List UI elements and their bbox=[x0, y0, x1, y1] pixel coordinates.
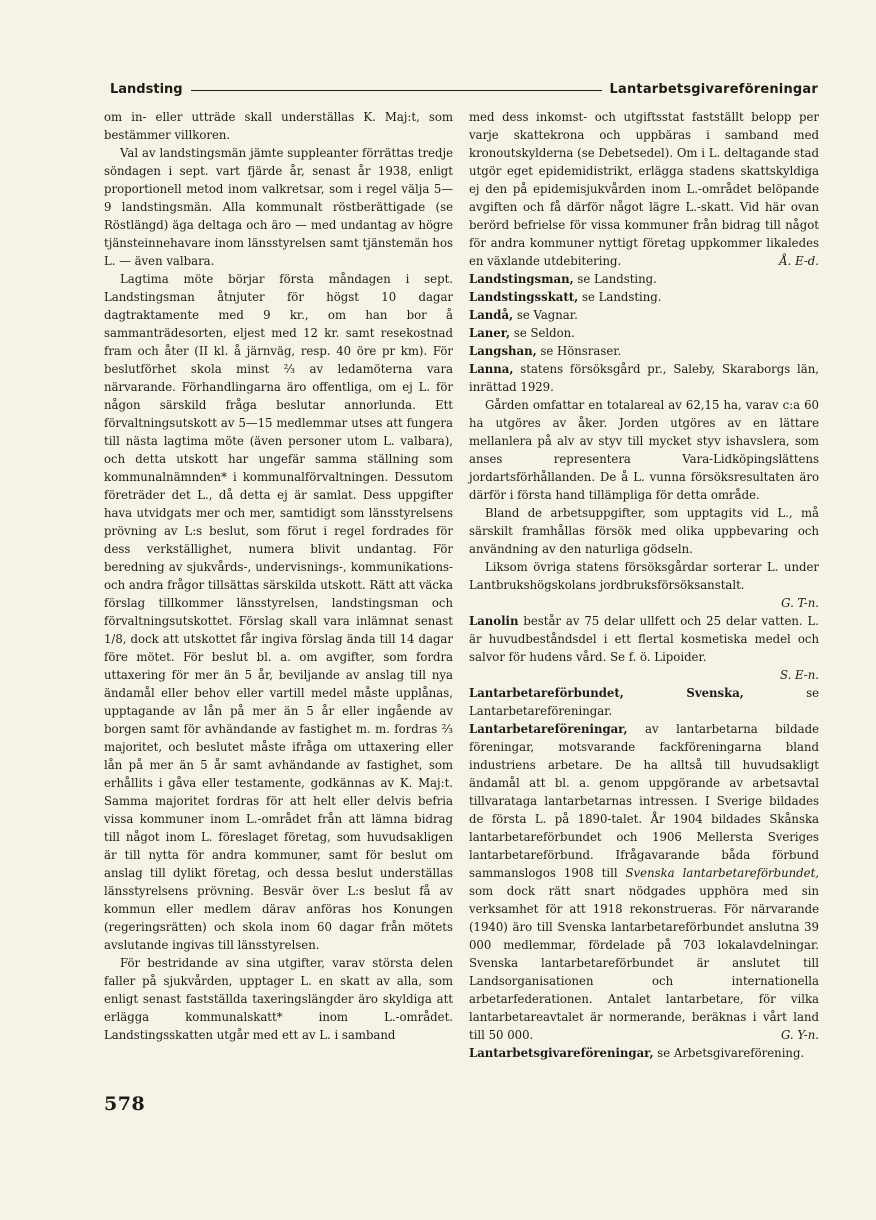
entry-text: se Hönsraser. bbox=[536, 344, 622, 358]
entry-term: Landstingsman, bbox=[469, 272, 574, 286]
entry-text: se Landsting. bbox=[578, 290, 662, 304]
paragraph: För bestridande av sina utgifter, varav största delen faller på sjukvården, upptager L. en skatt av alla, som enligt senast fastställda taxeringslängder äro skyldiga att erlägga kommunalskatt* inom L.-området. Landstingsskatten utgår med ett av L. i samband bbox=[104, 956, 453, 1042]
entry-text: se Landsting. bbox=[573, 272, 657, 286]
entry-italic-text: Svenska lantarbetareförbundet, bbox=[625, 866, 819, 880]
header-right-keyword: Lantarbetsgivareföreningar bbox=[609, 81, 818, 97]
header-rule bbox=[191, 90, 602, 91]
author-signature: S. E-n. bbox=[780, 668, 819, 682]
paragraph-text: med dess inkomst- och utgiftsstat fastställt belopp per varje skattekrona och uppbäras i samband med kronoutskylderna (se Debetsedel). Om i L. deltagande stad utgör eget epidemidistrikt, erlägga stadens skattskyldiga ej den på epidemisjukvården inom L.-området belöpande avgiften och få därför något lägre L.-skatt. Vid här ovan berörd befrielse för vissa kommuner från bidrag till något för andra kommuner nyttigt företag uppkommer likaledes en växlande utdebitering. bbox=[469, 110, 819, 268]
entry-landa bbox=[469, 306, 819, 324]
entry-text: se Vagnar. bbox=[513, 308, 578, 322]
entry-text: se Lantarbetareföreningar. bbox=[469, 686, 819, 718]
author-signature: Å. E-d. bbox=[779, 254, 819, 268]
paragraph: om in- eller utträde skall underställas K. Maj:t, som bestämmer villkoren. bbox=[104, 110, 453, 142]
entry-langshan bbox=[469, 342, 819, 360]
entry-lanolin bbox=[469, 612, 819, 666]
author-signature: G. T-n. bbox=[781, 596, 819, 610]
paragraph: Bland de arbetsuppgifter, som upptagits vid L., må särskilt framhållas försök med olika uppbevaring och användning av den naturliga gödseln. bbox=[469, 506, 819, 556]
entry-text: som dock rätt snart nödgades upphöra med sin verksamhet för att 1918 rekonstrueras. För närvarande (1940) äro till Svenska lantarbetareförbundet anslutna 39 000 medlemmar, fördelade på 703 lokalavdelningar. Svenska lantarbetareförbundet är anslutet till Landsorganisationen och internationella arbetarfederationen. Antalet lantarbetare, för vilka lantarbetareavtalet är normerande, beräknas i vårt land till 50 000. bbox=[469, 884, 819, 1042]
entry-term: Langshan, bbox=[469, 344, 537, 358]
paragraph: Liksom övriga statens försöksgårdar sorterar L. under Lantbrukshögskolans jordbruksförsöksanstalt. bbox=[469, 560, 819, 592]
entry-text: statens försöksgård pr., Saleby, Skaraborgs län, inrättad 1929. bbox=[469, 362, 819, 394]
entry-term: Landå, bbox=[469, 308, 514, 322]
header-left-keyword: Landsting bbox=[110, 81, 183, 97]
left-column bbox=[104, 108, 453, 1044]
entry-term: Lantarbetareföreningar, bbox=[469, 722, 628, 736]
entry-term: Landstingsskatt, bbox=[469, 290, 579, 304]
entry-term: Laner, bbox=[469, 326, 511, 340]
entry-text: består av 75 delar ullfett och 25 delar vatten. L. är huvudbeståndsdel i ett flertal kosmetiska medel och salvor för hudens vård. Se f. ö. Lipoider. bbox=[469, 614, 819, 664]
entry-lanna bbox=[469, 360, 819, 396]
page-number: 578 bbox=[104, 1093, 146, 1115]
entry-laner bbox=[469, 324, 819, 342]
right-column bbox=[469, 108, 819, 1062]
entry-lantarbetareforbundet bbox=[469, 684, 819, 720]
entry-text: se Arbetsgivareförening. bbox=[653, 1046, 805, 1060]
entry-term: Lantarbetsgivareföreningar, bbox=[469, 1046, 654, 1060]
entry-text: av lantarbetarna bildade föreningar, motsvarande fackföreningarna bland industriens arbetare. De ha alltså till huvudsakligt ändamål att bl. a. genom uppgörande av arbetsavtal tillvarataga lantarbetarnas intressen. I Sverige bildades de första L. på 1890-talet. År 1904 bildades Skånska lantarbetareförbundet och 1906 Mellersta Sveriges lantarbetareförbund. Ifrågavarande båda förbund sammanslogos 1908 till bbox=[469, 722, 819, 880]
author-signature: G. Y-n. bbox=[781, 1028, 819, 1042]
entry-text: se Seldon. bbox=[510, 326, 575, 340]
running-header bbox=[110, 78, 818, 100]
paragraph bbox=[469, 108, 819, 270]
paragraph: Val av landstingsmän jämte suppleanter förrättas tredje söndagen i sept. vart fjärde år, senast år 1938, enligt proportionell metod inom valkretsar, som i regel välja 5—9 landstingsmän. Alla kommunalt röstberättigade (se Röstlängd) äga deltaga och äro — med undantag av högre tjänsteinnehavare inom länsstyrelsen samt tjänstemän hos L. — även valbara. bbox=[104, 146, 453, 268]
entry-lantarbetsgivareforeningar bbox=[469, 1044, 819, 1062]
entry-lantarbetareforeningar bbox=[469, 720, 819, 1044]
entry-landstingsman bbox=[469, 270, 819, 288]
entry-term: Lanna, bbox=[469, 362, 514, 376]
entry-term: Lantarbetareförbundet, Svenska, bbox=[469, 686, 744, 700]
entry-term: Lanolin bbox=[469, 614, 519, 628]
entry-landstingsskatt bbox=[469, 288, 819, 306]
paragraph: Gården omfattar en totalareal av 62,15 ha, varav c:a 60 ha utgöres av åker. Jorden utgöres av en lättare mellanlera på alv av styv till mycket styv ishavslera, som anses representera Vara-Lidköpingslättens jordartsförhållanden. De å L. vunna försöksresultaten äro därför i första hand tillämpliga för detta område. bbox=[469, 398, 819, 502]
paragraph: Lagtima möte börjar första måndagen i sept. Landstingsman åtnjuter för högst 10 dagar dagtraktamente med 9 kr., om han bor å sammanträdesorten, eljest med 12 kr. samt resekostnad fram och åter (II kl. å järnväg, resp. 40 öre pr km). För beslutförhet skola minst ⅔ av ledamöterna vara närvarande. Förhandlingarna äro offentliga, om ej L. för någon särskild fråga beslutar annorlunda. Ett förvaltningsutskott av 5—15 medlemmar utses att fungera till nästa lagtima möte (även personer utom L. valbara), och detta utskott har ungefär samma ställning som kommunalnämnden* i kommunalförvaltningen. Dessutom företräder det L., då detta ej är samlat. Dess uppgifter hava utvidgats mer och mer, samtidigt som länsstyrelsens prövning av L:s beslut, som förut i regel fordrades för dess verkställighet, numera blivit undantag. För beredning av sjukvårds-, undervisnings-, kommunikations- och andra frågor tillsättas särskilda utskott. Rätt att väcka förslag tillkommer länsstyrelsen, landstingsman och förvaltningsutskottet. Förslag skall vara inlämnat senast 1/8, dock att utskottet får ingiva förslag ända till 14 dagar före mötet. För beslut bl. a. om avgifter, som fordra uttaxering för mer än 5 år, beviljande av anslag till nya ändamål eller behov eller vartill medel måste upplånas, upptagande av lån på mer än 5 år eller ingående av borgen samt för avhändande av fastighet m. m. fordras ⅔ majoritet, och beslutet måste ifråga om uttaxering eller lån på mer än 5 år samt avhändande av fastighet, som erhållits i gåva eller testamente, godkännas av K. Maj:t. Samma majoritet fordras för att helt eller delvis befria vissa kommuner inom L.-området från att lämna bidrag till något inom L. föreslaget företag, som huvudsakligen är till nytta för andra kommuner, samt för beslut om anslag till dylikt företag, och dessa beslut underställas länsstyrelsens prövning. Besvär över L:s beslut få av kommun eller medlem därav anföras hos Konungen (regeringsrätten) och skola inom 60 dagar från mötets avslutande ingivas till länsstyrelsen. bbox=[104, 272, 453, 952]
